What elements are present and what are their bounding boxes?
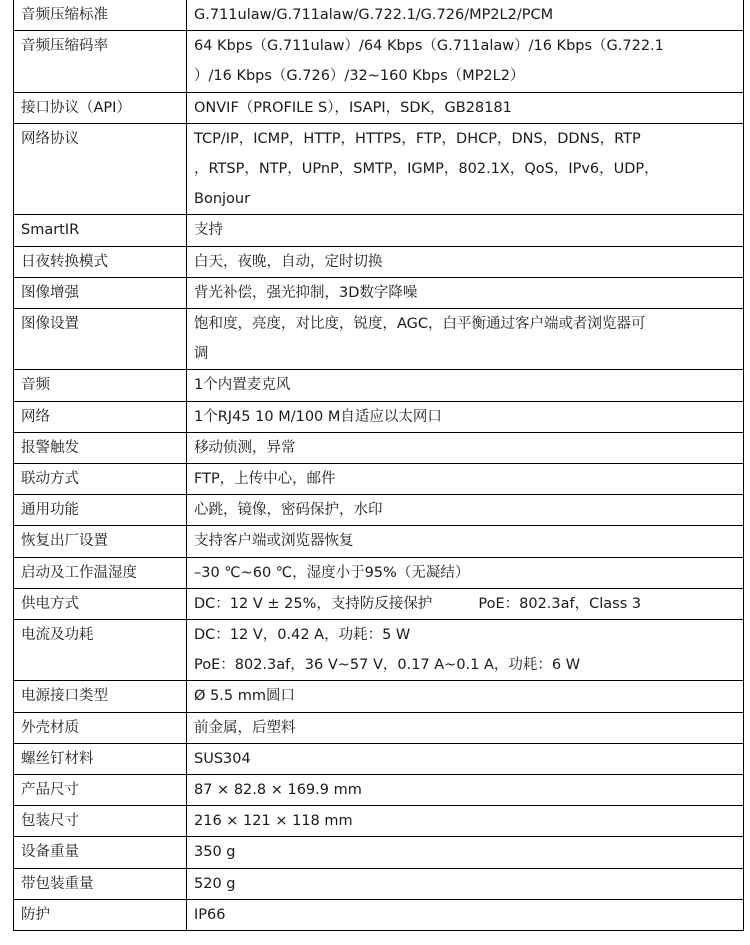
spec-value bbox=[187, 806, 744, 837]
spec-row bbox=[14, 681, 744, 712]
spec-value-text: 87 × 82.8 × 169.9 mm bbox=[194, 782, 362, 799]
spec-label: 接口协议（API） bbox=[14, 92, 187, 123]
spec-value-text: Bonjour bbox=[194, 191, 251, 208]
spec-row bbox=[14, 92, 744, 123]
spec-value-text: 白天，夜晚，自动，定时切换 bbox=[194, 253, 383, 270]
spec-value-line bbox=[194, 433, 737, 463]
spec-row bbox=[14, 526, 744, 557]
spec-row bbox=[14, 712, 744, 743]
spec-value-line bbox=[194, 339, 737, 369]
spec-value-line bbox=[194, 0, 737, 30]
spec-value bbox=[187, 123, 744, 215]
spec-value-text: ，RTSP，NTP，UPnP，SMTP，IGMP，802.1X，QoS，IPv6，UDP， bbox=[194, 161, 659, 178]
spec-value-line bbox=[194, 93, 737, 123]
spec-row bbox=[14, 868, 744, 899]
spec-value bbox=[187, 899, 744, 930]
spec-value-text: DC：12 V，0.42 A，功耗：5 W bbox=[194, 627, 411, 644]
spec-value-extra: PoE：802.3af，Class 3 bbox=[478, 595, 642, 612]
spec-row bbox=[14, 432, 744, 463]
spec-value-line bbox=[194, 869, 737, 899]
spec-row bbox=[14, 899, 744, 930]
spec-value-text: 支持客户端或浏览器恢复 bbox=[194, 533, 354, 550]
spec-row bbox=[14, 246, 744, 277]
spec-value-line bbox=[194, 61, 737, 91]
spec-label: 螺丝钉材料 bbox=[14, 743, 187, 774]
spec-value-text: G.711ulaw/G.711alaw/G.722.1/G.726/MP2L2/PCM bbox=[194, 7, 554, 23]
spec-value-text: 1个内置麦克风 bbox=[194, 377, 291, 394]
spec-table-body bbox=[14, 0, 744, 931]
spec-value-text: 调 bbox=[194, 346, 209, 363]
spec-value-text: 520 g bbox=[194, 875, 236, 892]
spec-row bbox=[14, 309, 744, 370]
spec-label: 防护 bbox=[14, 899, 187, 930]
spec-value-line bbox=[194, 495, 737, 525]
spec-row bbox=[14, 588, 744, 619]
spec-label: 图像设置 bbox=[14, 309, 187, 370]
spec-row bbox=[14, 557, 744, 588]
spec-row bbox=[14, 837, 744, 868]
spec-value bbox=[187, 277, 744, 308]
spec-value-text: TCP/IP，ICMP，HTTP，HTTPS，FTP，DHCP，DNS，DDNS，RTP bbox=[194, 130, 641, 147]
spec-value bbox=[187, 868, 744, 899]
spec-value-line bbox=[194, 309, 737, 339]
spec-value-line bbox=[194, 620, 737, 650]
spec-value bbox=[187, 681, 744, 712]
spec-value-text: 1个RJ45 10 M/100 M自适应以太网口 bbox=[194, 408, 442, 425]
spec-value-line bbox=[194, 31, 737, 61]
spec-label: 报警触发 bbox=[14, 432, 187, 463]
spec-value-text: 前金属，后塑料 bbox=[194, 719, 296, 736]
spec-label: 音频压缩标准 bbox=[14, 0, 187, 31]
spec-value-text: 饱和度，亮度，对比度，锐度，AGC，白平衡通过客户端或者浏览器可 bbox=[194, 316, 646, 333]
spec-label: 启动及工作温湿度 bbox=[14, 557, 187, 588]
spec-value-line bbox=[194, 713, 737, 743]
spec-value-line bbox=[194, 278, 737, 308]
spec-value-line bbox=[194, 650, 737, 680]
spec-row bbox=[14, 123, 744, 215]
spec-label: 日夜转换模式 bbox=[14, 246, 187, 277]
spec-value bbox=[187, 246, 744, 277]
spec-value bbox=[187, 215, 744, 246]
spec-label: 音频 bbox=[14, 370, 187, 401]
spec-value-text: IP66 bbox=[194, 906, 226, 923]
spec-value-line bbox=[194, 184, 737, 214]
spec-value bbox=[187, 31, 744, 92]
spec-value-line bbox=[194, 124, 737, 154]
spec-value-text: –30 ℃~60 ℃，湿度小于95%（无凝结） bbox=[194, 564, 470, 581]
spec-row bbox=[14, 620, 744, 681]
spec-value-text: 216 × 121 × 118 mm bbox=[194, 813, 353, 830]
spec-value-line bbox=[194, 215, 737, 245]
spec-value bbox=[187, 837, 744, 868]
spec-value bbox=[187, 92, 744, 123]
spec-value bbox=[187, 526, 744, 557]
spec-value-line bbox=[194, 900, 737, 930]
spec-value bbox=[187, 432, 744, 463]
spec-value-line bbox=[194, 402, 737, 432]
spec-row bbox=[14, 495, 744, 526]
spec-row bbox=[14, 775, 744, 806]
spec-label: 通用功能 bbox=[14, 495, 187, 526]
spec-value-text: 移动侦测，异常 bbox=[194, 439, 296, 456]
spec-value-text: DC：12 V ± 25%，支持防反接保护 bbox=[194, 595, 433, 612]
spec-row bbox=[14, 806, 744, 837]
spec-value bbox=[187, 370, 744, 401]
spec-label: 联动方式 bbox=[14, 464, 187, 495]
spec-label: 网络协议 bbox=[14, 123, 187, 215]
spec-value-line bbox=[194, 247, 737, 277]
spec-value-line bbox=[194, 775, 737, 805]
spec-value bbox=[187, 620, 744, 681]
spec-value bbox=[187, 0, 744, 31]
spec-row bbox=[14, 31, 744, 92]
spec-label: 恢复出厂设置 bbox=[14, 526, 187, 557]
spec-value bbox=[187, 712, 744, 743]
spec-row bbox=[14, 743, 744, 774]
spec-value-text: 心跳，镜像，密码保护，水印 bbox=[194, 502, 383, 519]
spec-value bbox=[187, 775, 744, 806]
spec-value-text: ONVIF（PROFILE S），ISAPI，SDK，GB28181 bbox=[194, 99, 512, 116]
spec-value-text: FTP，上传中心，邮件 bbox=[194, 471, 336, 488]
spec-label: 供电方式 bbox=[14, 588, 187, 619]
spec-value-line bbox=[194, 744, 737, 774]
spec-table bbox=[13, 0, 744, 931]
spec-label: 包装尺寸 bbox=[14, 806, 187, 837]
spec-value bbox=[187, 588, 744, 619]
spec-value-line bbox=[194, 526, 737, 556]
spec-row bbox=[14, 215, 744, 246]
spec-row bbox=[14, 370, 744, 401]
spec-row bbox=[14, 277, 744, 308]
spec-label: 电流及功耗 bbox=[14, 620, 187, 681]
spec-value-line bbox=[194, 558, 737, 588]
spec-value-text: 背光补偿，强光抑制，3D数字降噪 bbox=[194, 284, 418, 301]
spec-row bbox=[14, 0, 744, 31]
spec-value-text: 支持 bbox=[194, 222, 223, 239]
spec-value-line bbox=[194, 681, 737, 711]
spec-value-text: 350 g bbox=[194, 844, 236, 861]
spec-value-text: ）/16 Kbps（G.726）/32~160 Kbps（MP2L2） bbox=[194, 68, 525, 85]
spec-value bbox=[187, 557, 744, 588]
spec-label: 外壳材质 bbox=[14, 712, 187, 743]
spec-value-line bbox=[194, 464, 737, 494]
spec-value bbox=[187, 401, 744, 432]
spec-value bbox=[187, 309, 744, 370]
spec-value-text: Ø 5.5 mm圆口 bbox=[194, 688, 295, 705]
spec-value-line bbox=[194, 837, 737, 867]
spec-value bbox=[187, 495, 744, 526]
spec-row bbox=[14, 401, 744, 432]
spec-label: SmartIR bbox=[14, 215, 187, 246]
spec-value-line bbox=[194, 589, 737, 619]
spec-value-line bbox=[194, 370, 737, 400]
spec-value-line bbox=[194, 806, 737, 836]
spec-label: 电源接口类型 bbox=[14, 681, 187, 712]
spec-label: 带包装重量 bbox=[14, 868, 187, 899]
spec-value bbox=[187, 743, 744, 774]
spec-label: 音频压缩码率 bbox=[14, 31, 187, 92]
spec-value-line bbox=[194, 154, 737, 184]
spec-label: 网络 bbox=[14, 401, 187, 432]
spec-row bbox=[14, 464, 744, 495]
spec-value-text: SUS304 bbox=[194, 750, 251, 767]
spec-label: 设备重量 bbox=[14, 837, 187, 868]
spec-value bbox=[187, 464, 744, 495]
spec-label: 产品尺寸 bbox=[14, 775, 187, 806]
spec-value-text: PoE：802.3af，36 V~57 V，0.17 A~0.1 A，功耗：6 W bbox=[194, 657, 581, 674]
spec-value-text: 64 Kbps（G.711ulaw）/64 Kbps（G.711alaw）/16 Kbps（G.722.1 bbox=[194, 38, 664, 55]
spec-label: 图像增强 bbox=[14, 277, 187, 308]
